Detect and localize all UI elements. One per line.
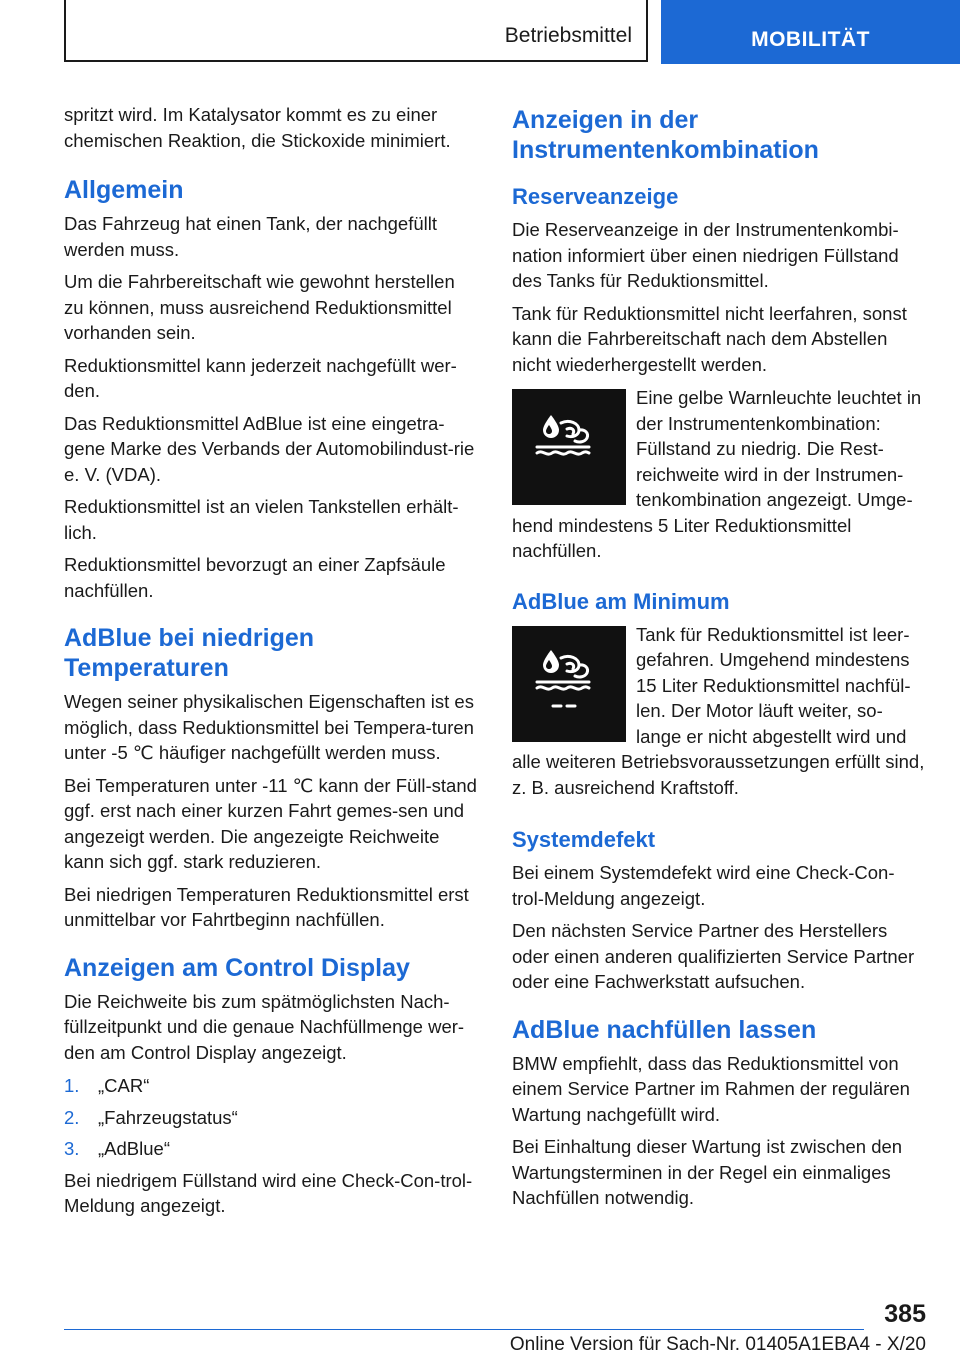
chapter-title: MOBILITÄT: [751, 28, 870, 51]
right-column: [512, 102, 926, 1218]
list-item: [64, 1073, 478, 1099]
heading-control-display: Anzeigen am Control Display: [64, 953, 410, 982]
heading-temperaturen: AdBlue bei niedrigen Temperaturen: [64, 624, 315, 682]
adblue-reserve-warning-icon: [512, 389, 626, 505]
paragraph: Reduktionsmittel kann jederzeit nachgefüllt wer-den.: [64, 354, 457, 401]
section-title: Betriebsmittel: [504, 24, 632, 47]
step-text: „CAR“: [98, 1075, 150, 1096]
adblue-minimum-warning-icon: [512, 626, 626, 742]
heading-systemdefekt: Systemdefekt: [512, 827, 656, 852]
chapter-tab: [661, 0, 960, 64]
paragraph: Die Reserveanzeige in der Instrumentenkombi-nation informiert über einen niedrigen Füllstand des Tanks für Reduktionsmittel.: [512, 219, 899, 291]
step-number: 2.: [64, 1106, 80, 1128]
paragraph: Reduktionsmittel bevorzugt an einer Zapfsäule nachfüllen.: [64, 554, 446, 601]
reserve-warning-text: Eine gelbe Warnleuchte leuchtet in der Instrumentenkombination: Füllstand zu niedrig. Die Rest-reichweite wird in der Instrumen-tenkombination angezeigt. Umge-hend mindestens 5 Liter Reduktionsmittel nachfüllen.: [512, 387, 922, 561]
page-header: [64, 0, 960, 64]
heading-nachfuellen: AdBlue nachfüllen lassen: [512, 1015, 817, 1044]
heading-reserveanzeige: Reserveanzeige: [512, 184, 679, 209]
left-column: [64, 102, 478, 1226]
paragraph: Das Fahrzeug hat einen Tank, der nachgefüllt werden muss.: [64, 213, 437, 260]
list-item: [64, 1105, 478, 1131]
list-item: [64, 1136, 478, 1162]
step-number: 1.: [64, 1075, 80, 1096]
heading-adblue-minimum: AdBlue am Minimum: [512, 588, 730, 614]
reserve-warning-block: [512, 385, 926, 564]
minimum-warning-block: [512, 622, 926, 801]
paragraph: Bei niedrigem Füllstand wird eine Check-Con-trol-Meldung angezeigt.: [64, 1169, 473, 1216]
paragraph: Um die Fahrbereitschaft wie gewohnt herstellen zu können, muss ausreichend Reduktionsmittel vorhanden sein.: [64, 271, 455, 343]
paragraph: Tank für Reduktionsmittel nicht leerfahren, sonst kann die Fahrbereitschaft nach dem Abstellen nicht wiederhergestellt werden.: [512, 302, 907, 375]
step-text: „AdBlue“: [98, 1138, 170, 1159]
paragraph: Den nächsten Service Partner des Herstellers oder einen anderen qualifizierten Service Partner oder eine Fachwerkstatt aufsuchen.: [512, 920, 915, 992]
section-tab: [64, 0, 648, 62]
paragraph: Bei Temperaturen unter -11 ℃ kann der Füll-stand ggf. erst nach einer kurzen Fahrt gemes-sen und angezeigt werden. Die angezeigte Reichweite kann sich ggf. stark reduzieren.: [64, 774, 477, 872]
paragraph: Das Reduktionsmittel AdBlue ist eine eingetra-gene Marke des Verbands der Automobilindust-rie e. V. (VDA).: [64, 412, 475, 485]
paragraph: Wegen seiner physikalischen Eigenschaften ist es möglich, dass Reduktionsmittel bei Tempera-turen unter -5 ℃ häufiger nachgefüllt werden muss.: [64, 691, 474, 763]
page-number: 385: [884, 1300, 926, 1328]
heading-allgemein: Allgemein: [64, 176, 184, 204]
paragraph: Bei einem Systemdefekt wird eine Check-Con-trol-Meldung angezeigt.: [512, 862, 895, 909]
paragraph: Bei Einhaltung dieser Wartung ist zwischen den Wartungsterminen in der Regel ein einmaliges Nachfüllen notwendig.: [512, 1136, 903, 1208]
step-text: „Fahrzeugstatus“: [98, 1106, 238, 1128]
paragraph: Reduktionsmittel ist an vielen Tankstellen erhält-lich.: [64, 496, 459, 543]
intro-paragraph: spritzt wird. Im Katalysator kommt es zu einer chemischen Reaktion, die Stickoxide minimiert.: [64, 104, 451, 151]
paragraph: BMW empfiehlt, dass das Reduktionsmittel von einem Service Partner im Rahmen der regulären Wartung nachgefüllt wird.: [512, 1052, 910, 1125]
paragraph: Die Reichweite bis zum spätmöglichsten Nach-füllzeitpunkt und die genaue Nachfüllmenge wer-den am Control Display angezeigt.: [64, 990, 465, 1063]
heading-instrumentenkombination: Anzeigen in der Instrumentenkombination: [512, 106, 819, 164]
paragraph: Bei niedrigen Temperaturen Reduktionsmittel erst unmittelbar vor Fahrtbeginn nachfüllen.: [64, 883, 469, 930]
step-number: 3.: [64, 1138, 80, 1159]
minimum-warning-text: Tank für Reduktionsmittel ist leer-gefahren. Umgehend mindestens 15 Liter Reduktionsmittel nachfül-len. Der Motor läuft weiter, so-lange er nicht abgestellt wird und alle weiteren Betriebsvoraussetzungen erfüllt sind, z. B. ausreichend Kraftstoff.: [512, 623, 925, 798]
footer-divider: [64, 1329, 864, 1330]
steps-list: [64, 1073, 478, 1162]
footer-online-version: Online Version für Sach-Nr. 01405A1EBA4 - X/20: [509, 1334, 926, 1355]
